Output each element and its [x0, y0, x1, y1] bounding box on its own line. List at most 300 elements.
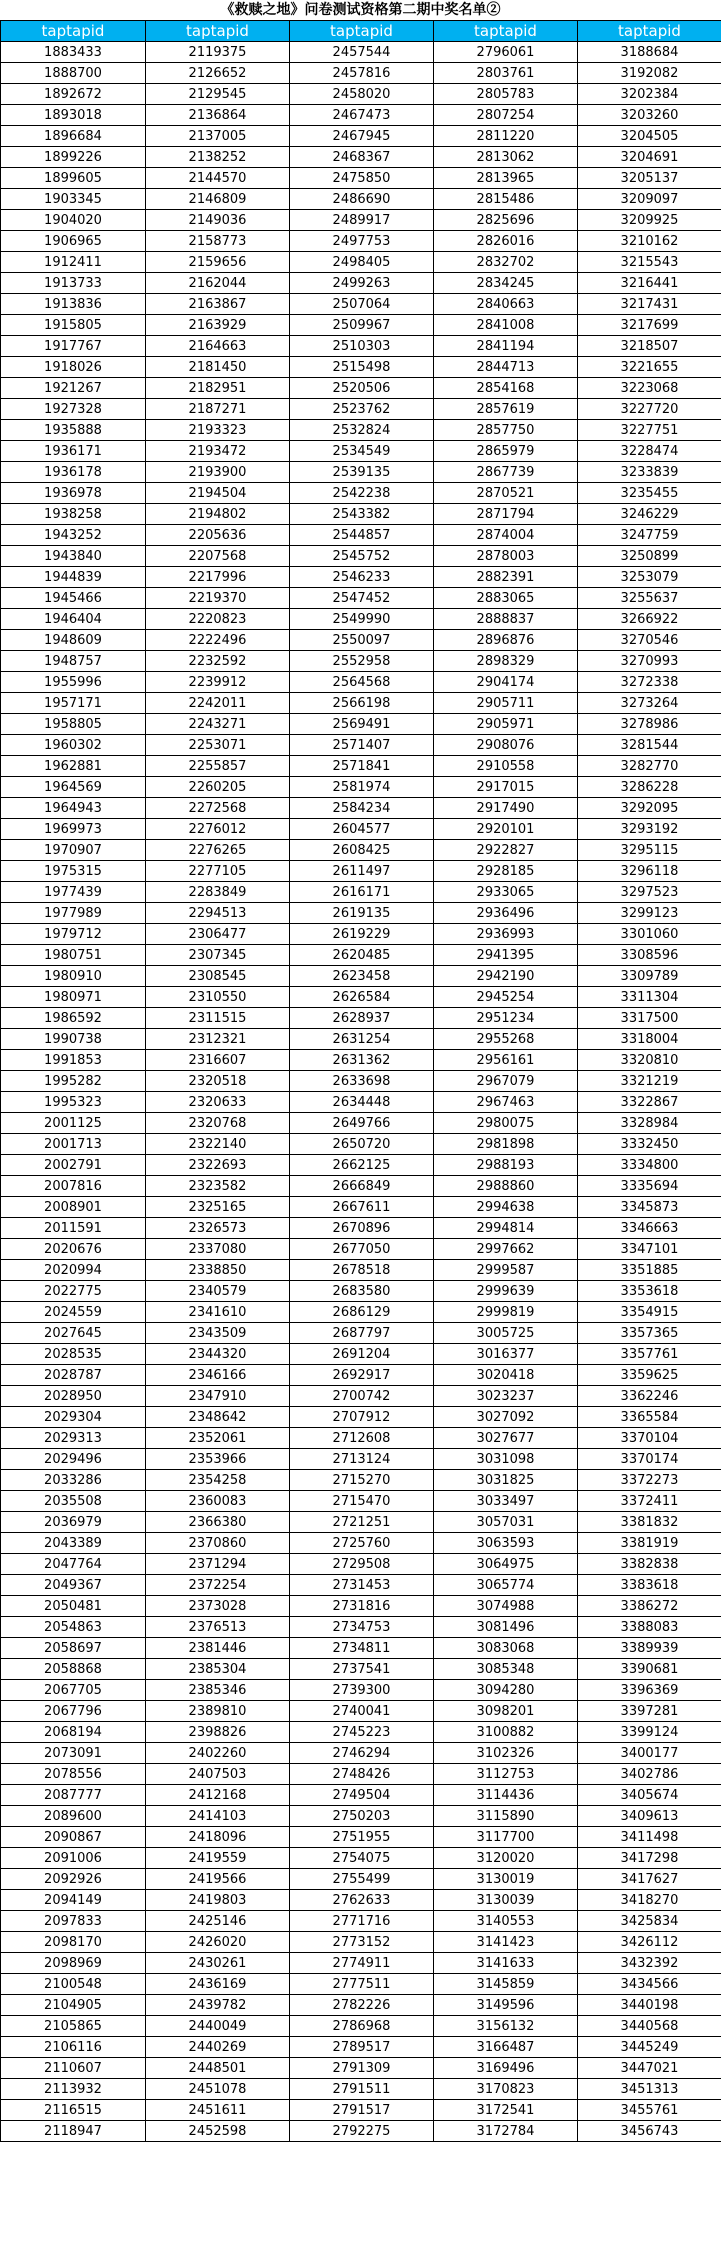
table-cell: 1986592	[1, 1008, 146, 1029]
table-row	[1, 378, 721, 399]
table-cell: 2782226	[290, 1995, 434, 2016]
table-cell: 2354258	[146, 1470, 290, 1491]
table-cell: 3418270	[578, 1890, 721, 1911]
table-cell: 3031825	[434, 1470, 578, 1491]
table-cell: 3098201	[434, 1701, 578, 1722]
column-header: taptapid	[578, 21, 721, 42]
table-cell: 2325165	[146, 1197, 290, 1218]
table-cell: 2272568	[146, 798, 290, 819]
table-cell: 3083068	[434, 1638, 578, 1659]
table-cell: 3233839	[578, 462, 721, 483]
table-cell: 3217699	[578, 315, 721, 336]
table-row	[1, 1281, 721, 1302]
table-row	[1, 1995, 721, 2016]
table-cell: 3227751	[578, 420, 721, 441]
table-cell: 2193472	[146, 441, 290, 462]
table-cell: 2620485	[290, 945, 434, 966]
table-cell: 3440198	[578, 1995, 721, 2016]
table-cell: 1935888	[1, 420, 146, 441]
table-cell: 2686129	[290, 1302, 434, 1323]
table-row	[1, 1575, 721, 1596]
table-cell: 3063593	[434, 1533, 578, 1554]
table-row	[1, 672, 721, 693]
table-cell: 2092926	[1, 1869, 146, 1890]
table-row	[1, 441, 721, 462]
table-cell: 2163867	[146, 294, 290, 315]
table-cell: 2803761	[434, 63, 578, 84]
table-row	[1, 1050, 721, 1071]
table-row	[1, 1869, 721, 1890]
table-cell: 1970907	[1, 840, 146, 861]
table-cell: 2748426	[290, 1764, 434, 1785]
table-cell: 3112753	[434, 1764, 578, 1785]
table-cell: 2999587	[434, 1260, 578, 1281]
table-cell: 2310550	[146, 987, 290, 1008]
table-cell: 2498405	[290, 252, 434, 273]
table-row	[1, 420, 721, 441]
table-row	[1, 735, 721, 756]
table-cell: 3299123	[578, 903, 721, 924]
table-row	[1, 546, 721, 567]
table-row	[1, 1848, 721, 1869]
table-cell: 2542238	[290, 483, 434, 504]
table-cell: 2118947	[1, 2121, 146, 2142]
table-row	[1, 1449, 721, 1470]
table-row	[1, 861, 721, 882]
table-cell: 3027092	[434, 1407, 578, 1428]
table-cell: 1957171	[1, 693, 146, 714]
table-cell: 2980075	[434, 1113, 578, 1134]
table-cell: 2867739	[434, 462, 578, 483]
table-cell: 2001125	[1, 1113, 146, 1134]
header-row	[1, 21, 721, 42]
table-cell: 2898329	[434, 651, 578, 672]
table-cell: 3204505	[578, 126, 721, 147]
table-cell: 3027677	[434, 1428, 578, 1449]
table-cell: 1977989	[1, 903, 146, 924]
table-row	[1, 1701, 721, 1722]
table-cell: 2138252	[146, 147, 290, 168]
table-cell: 1995282	[1, 1071, 146, 1092]
table-cell: 3455761	[578, 2100, 721, 2121]
table-cell: 2988193	[434, 1155, 578, 1176]
table-cell: 3321219	[578, 1071, 721, 1092]
table-cell: 3145859	[434, 1974, 578, 1995]
table-cell: 2029304	[1, 1407, 146, 1428]
table-cell: 2571841	[290, 756, 434, 777]
table-cell: 2721251	[290, 1512, 434, 1533]
table-cell: 2951234	[434, 1008, 578, 1029]
table-cell: 2905711	[434, 693, 578, 714]
table-cell: 2007816	[1, 1176, 146, 1197]
table-cell: 3221655	[578, 357, 721, 378]
table-cell: 2311515	[146, 1008, 290, 1029]
table-cell: 2217996	[146, 567, 290, 588]
table-cell: 2523762	[290, 399, 434, 420]
table-row	[1, 1638, 721, 1659]
table-cell: 2316607	[146, 1050, 290, 1071]
table-cell: 3149596	[434, 1995, 578, 2016]
table-cell: 2283849	[146, 882, 290, 903]
table-cell: 1883433	[1, 42, 146, 63]
table-cell: 3286228	[578, 777, 721, 798]
table-cell: 2028535	[1, 1344, 146, 1365]
table-cell: 2994638	[434, 1197, 578, 1218]
table-cell: 2068194	[1, 1722, 146, 1743]
table-cell: 2089600	[1, 1806, 146, 1827]
table-row	[1, 1827, 721, 1848]
table-row	[1, 63, 721, 84]
table-row	[1, 1764, 721, 1785]
table-cell: 3156132	[434, 2016, 578, 2037]
table-cell: 1995323	[1, 1092, 146, 1113]
table-cell: 2402260	[146, 1743, 290, 1764]
table-row	[1, 2058, 721, 2079]
table-cell: 3141633	[434, 1953, 578, 1974]
table-cell: 2346166	[146, 1365, 290, 1386]
table-cell: 2067705	[1, 1680, 146, 1701]
table-row	[1, 1197, 721, 1218]
table-cell: 3281544	[578, 735, 721, 756]
table-cell: 3227720	[578, 399, 721, 420]
table-cell: 3117700	[434, 1827, 578, 1848]
table-cell: 2715270	[290, 1470, 434, 1491]
table-row	[1, 1008, 721, 1029]
table-cell: 2936496	[434, 903, 578, 924]
table-cell: 2729508	[290, 1554, 434, 1575]
table-row	[1, 903, 721, 924]
table-cell: 2425146	[146, 1911, 290, 1932]
table-row	[1, 504, 721, 525]
table-row	[1, 1470, 721, 1491]
table-cell: 2341610	[146, 1302, 290, 1323]
table-cell: 1948609	[1, 630, 146, 651]
table-cell: 3405674	[578, 1785, 721, 1806]
table-cell: 3031098	[434, 1449, 578, 1470]
table-row	[1, 798, 721, 819]
table-cell: 1913836	[1, 294, 146, 315]
table-cell: 2158773	[146, 231, 290, 252]
table-cell: 1936978	[1, 483, 146, 504]
table-cell: 2805783	[434, 84, 578, 105]
table-cell: 3209925	[578, 210, 721, 231]
table-cell: 3057031	[434, 1512, 578, 1533]
table-cell: 2419566	[146, 1869, 290, 1890]
table-cell: 2888837	[434, 609, 578, 630]
table-row	[1, 1491, 721, 1512]
table-cell: 2725760	[290, 1533, 434, 1554]
table-cell: 3033497	[434, 1491, 578, 1512]
table-cell: 3292095	[578, 798, 721, 819]
table-cell: 2497753	[290, 231, 434, 252]
table-cell: 2796061	[434, 42, 578, 63]
table-cell: 2452598	[146, 2121, 290, 2142]
table-cell: 2126652	[146, 63, 290, 84]
table-cell: 2222496	[146, 630, 290, 651]
table-cell: 1927328	[1, 399, 146, 420]
table-cell: 2691204	[290, 1344, 434, 1365]
table-row	[1, 1344, 721, 1365]
table-row	[1, 1071, 721, 1092]
table-cell: 2967463	[434, 1092, 578, 1113]
table-cell: 3266922	[578, 609, 721, 630]
table-cell: 2623458	[290, 966, 434, 987]
table-cell: 1964569	[1, 777, 146, 798]
table-cell: 2762633	[290, 1890, 434, 1911]
table-cell: 3383618	[578, 1575, 721, 1596]
table-cell: 2440049	[146, 2016, 290, 2037]
table-cell: 3397281	[578, 1701, 721, 1722]
table-cell: 2146809	[146, 189, 290, 210]
table-cell: 2955268	[434, 1029, 578, 1050]
table-cell: 2207568	[146, 546, 290, 567]
table-cell: 2407503	[146, 1764, 290, 1785]
table-cell: 2734753	[290, 1617, 434, 1638]
table-cell: 2058868	[1, 1659, 146, 1680]
table-row	[1, 630, 721, 651]
table-row	[1, 966, 721, 987]
table-cell: 2024559	[1, 1302, 146, 1323]
table-cell: 2360083	[146, 1491, 290, 1512]
table-row	[1, 2079, 721, 2100]
table-cell: 2475850	[290, 168, 434, 189]
table-cell: 2337080	[146, 1239, 290, 1260]
table-cell: 1917767	[1, 336, 146, 357]
table-cell: 3390681	[578, 1659, 721, 1680]
table-cell: 2440269	[146, 2037, 290, 2058]
table-cell: 2182951	[146, 378, 290, 399]
table-row	[1, 1512, 721, 1533]
table-cell: 1936178	[1, 462, 146, 483]
table-cell: 3282770	[578, 756, 721, 777]
table-cell: 2789517	[290, 2037, 434, 2058]
table-cell: 2260205	[146, 777, 290, 798]
table-cell: 2073091	[1, 1743, 146, 1764]
table-cell: 2451611	[146, 2100, 290, 2121]
table-cell: 2011591	[1, 1218, 146, 1239]
table-cell: 2110607	[1, 2058, 146, 2079]
table-row	[1, 1680, 721, 1701]
table-row	[1, 1596, 721, 1617]
table-cell: 2029313	[1, 1428, 146, 1449]
table-cell: 3322867	[578, 1092, 721, 1113]
table-cell: 2220823	[146, 609, 290, 630]
table-cell: 3425834	[578, 1911, 721, 1932]
table-cell: 2398826	[146, 1722, 290, 1743]
table-cell: 2786968	[290, 2016, 434, 2037]
table-cell: 2242011	[146, 693, 290, 714]
table-cell: 3172541	[434, 2100, 578, 2121]
table-cell: 1946404	[1, 609, 146, 630]
table-cell: 2534549	[290, 441, 434, 462]
table-cell: 3456743	[578, 2121, 721, 2142]
table-cell: 2608425	[290, 840, 434, 861]
table-cell: 3365584	[578, 1407, 721, 1428]
table-cell: 2426020	[146, 1932, 290, 1953]
table-row	[1, 273, 721, 294]
table-cell: 2910558	[434, 756, 578, 777]
table-cell: 2372254	[146, 1575, 290, 1596]
table-row	[1, 693, 721, 714]
table-cell: 2825696	[434, 210, 578, 231]
table-cell: 1958805	[1, 714, 146, 735]
table-row	[1, 567, 721, 588]
table-cell: 2036979	[1, 1512, 146, 1533]
table-cell: 2457816	[290, 63, 434, 84]
table-cell: 3094280	[434, 1680, 578, 1701]
table-cell: 2616171	[290, 882, 434, 903]
table-cell: 2499263	[290, 273, 434, 294]
table-cell: 2418096	[146, 1827, 290, 1848]
table-cell: 2626584	[290, 987, 434, 1008]
table-row	[1, 777, 721, 798]
table-cell: 2740041	[290, 1701, 434, 1722]
table-cell: 2550097	[290, 630, 434, 651]
table-cell: 3351885	[578, 1260, 721, 1281]
table-row	[1, 1911, 721, 1932]
table-cell: 2746294	[290, 1743, 434, 1764]
table-row	[1, 2121, 721, 2142]
table-cell: 2239912	[146, 672, 290, 693]
table-cell: 3247759	[578, 525, 721, 546]
table-row	[1, 336, 721, 357]
table-cell: 3141423	[434, 1932, 578, 1953]
table-cell: 3188684	[578, 42, 721, 63]
table-cell: 2136864	[146, 105, 290, 126]
table-row	[1, 525, 721, 546]
table-cell: 2419559	[146, 1848, 290, 1869]
table-cell: 2666849	[290, 1176, 434, 1197]
table-cell: 2745223	[290, 1722, 434, 1743]
table-cell: 3081496	[434, 1617, 578, 1638]
table-cell: 2020676	[1, 1239, 146, 1260]
table-cell: 2904174	[434, 672, 578, 693]
table-cell: 3346663	[578, 1218, 721, 1239]
table-cell: 2340579	[146, 1281, 290, 1302]
table-cell: 3370104	[578, 1428, 721, 1449]
table-row	[1, 1932, 721, 1953]
table-cell: 2322693	[146, 1155, 290, 1176]
table-cell: 3114436	[434, 1785, 578, 1806]
table-cell: 3270993	[578, 651, 721, 672]
table-row	[1, 609, 721, 630]
table-row	[1, 2016, 721, 2037]
table-cell: 3426112	[578, 1932, 721, 1953]
table-cell: 3166487	[434, 2037, 578, 2058]
table-cell: 2159656	[146, 252, 290, 273]
table-row	[1, 189, 721, 210]
table-cell: 3102326	[434, 1743, 578, 1764]
table-cell: 3217431	[578, 294, 721, 315]
table-row	[1, 1386, 721, 1407]
table-cell: 2385304	[146, 1659, 290, 1680]
table-cell: 2106116	[1, 2037, 146, 2058]
table-cell: 2539135	[290, 462, 434, 483]
table-cell: 3172784	[434, 2121, 578, 2142]
table-cell: 2276265	[146, 840, 290, 861]
table-cell: 3202384	[578, 84, 721, 105]
table-cell: 2370860	[146, 1533, 290, 1554]
table-cell: 3317500	[578, 1008, 721, 1029]
table-row	[1, 1092, 721, 1113]
table-cell: 3382838	[578, 1554, 721, 1575]
table-cell: 2028787	[1, 1365, 146, 1386]
table-cell: 2326573	[146, 1218, 290, 1239]
table-cell: 3218507	[578, 336, 721, 357]
table-cell: 2920101	[434, 819, 578, 840]
table-cell: 3370174	[578, 1449, 721, 1470]
table-cell: 3210162	[578, 231, 721, 252]
column-header: taptapid	[1, 21, 146, 42]
table-cell: 2566198	[290, 693, 434, 714]
table-cell: 3270546	[578, 630, 721, 651]
table-cell: 2700742	[290, 1386, 434, 1407]
table-cell: 3297523	[578, 882, 721, 903]
table-cell: 2243271	[146, 714, 290, 735]
table-cell: 2232592	[146, 651, 290, 672]
table-row	[1, 1743, 721, 1764]
table-cell: 2348642	[146, 1407, 290, 1428]
table-cell: 2162044	[146, 273, 290, 294]
table-cell: 3205137	[578, 168, 721, 189]
table-row	[1, 42, 721, 63]
table-cell: 2144570	[146, 168, 290, 189]
table-cell: 1936171	[1, 441, 146, 462]
table-cell: 2777511	[290, 1974, 434, 1995]
table-row	[1, 924, 721, 945]
table-cell: 2308545	[146, 966, 290, 987]
table-cell: 2467945	[290, 126, 434, 147]
table-cell: 2436169	[146, 1974, 290, 1995]
table-cell: 3335694	[578, 1176, 721, 1197]
table-cell: 2755499	[290, 1869, 434, 1890]
table-cell: 2116515	[1, 2100, 146, 2121]
table-cell: 3273264	[578, 693, 721, 714]
table-cell: 2628937	[290, 1008, 434, 1029]
table-cell: 3130019	[434, 1869, 578, 1890]
table-cell: 3255637	[578, 588, 721, 609]
table-cell: 2078556	[1, 1764, 146, 1785]
table-row	[1, 1785, 721, 1806]
table-cell: 2773152	[290, 1932, 434, 1953]
table-cell: 3223068	[578, 378, 721, 399]
table-cell: 2751955	[290, 1827, 434, 1848]
table-row	[1, 84, 721, 105]
table-cell: 2917490	[434, 798, 578, 819]
table-cell: 2412168	[146, 1785, 290, 1806]
table-cell: 2451078	[146, 2079, 290, 2100]
table-cell: 2049367	[1, 1575, 146, 1596]
table-cell: 2967079	[434, 1071, 578, 1092]
table-cell: 3296118	[578, 861, 721, 882]
table-cell: 2468367	[290, 147, 434, 168]
table-cell: 1960302	[1, 735, 146, 756]
table-cell: 2945254	[434, 987, 578, 1008]
table-cell: 2353966	[146, 1449, 290, 1470]
table-cell: 3228474	[578, 441, 721, 462]
table-cell: 1977439	[1, 882, 146, 903]
table-cell: 2193900	[146, 462, 290, 483]
table-cell: 2373028	[146, 1596, 290, 1617]
table-cell: 3235455	[578, 483, 721, 504]
table-row	[1, 819, 721, 840]
table-cell: 2515498	[290, 357, 434, 378]
table-cell: 2294513	[146, 903, 290, 924]
table-cell: 3432392	[578, 1953, 721, 1974]
table-cell: 2896876	[434, 630, 578, 651]
table-cell: 1964943	[1, 798, 146, 819]
table-cell: 3386272	[578, 1596, 721, 1617]
